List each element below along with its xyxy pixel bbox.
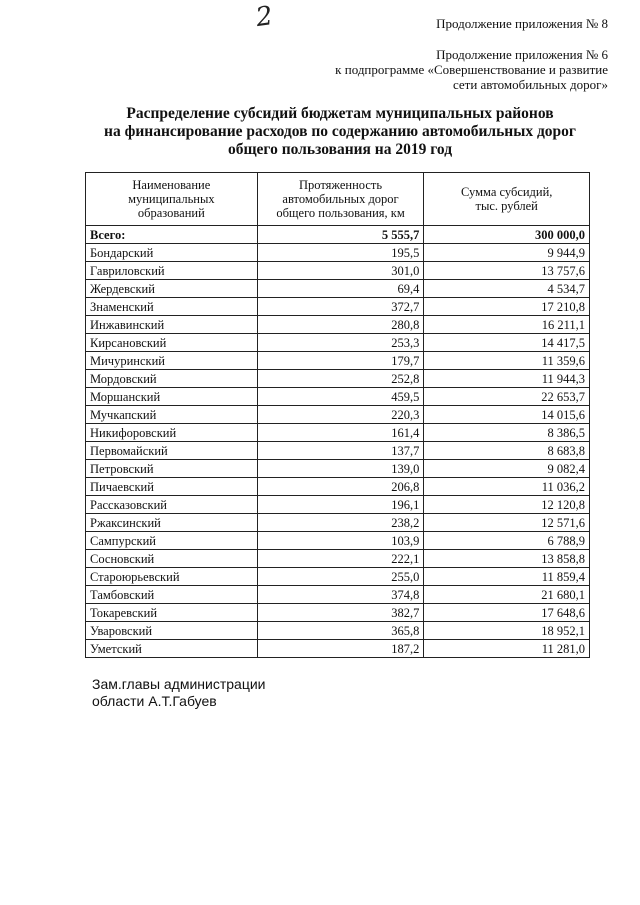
road-length: 280,8 xyxy=(257,316,424,334)
road-length: 253,3 xyxy=(257,334,424,352)
road-length: 459,5 xyxy=(257,388,424,406)
total-label: Всего: xyxy=(86,226,258,244)
road-length: 206,8 xyxy=(257,478,424,496)
appendix-main-note: Продолжение приложения № 8 xyxy=(436,16,608,31)
table-row xyxy=(86,298,590,316)
subsidy-sum: 9 082,4 xyxy=(424,460,590,478)
municipality-name: Инжавинский xyxy=(86,316,258,334)
table-row xyxy=(86,388,590,406)
table-row xyxy=(86,604,590,622)
municipality-name: Токаревский xyxy=(86,604,258,622)
subsidy-sum: 17 210,8 xyxy=(424,298,590,316)
subsidy-sum: 11 944,3 xyxy=(424,370,590,388)
table-row xyxy=(86,460,590,478)
road-length: 238,2 xyxy=(257,514,424,532)
municipality-name: Гавриловский xyxy=(86,262,258,280)
subsidy-sum: 12 571,6 xyxy=(424,514,590,532)
road-length: 372,7 xyxy=(257,298,424,316)
subsidy-sum: 11 359,6 xyxy=(424,352,590,370)
table-row xyxy=(86,442,590,460)
title-line: на финансирование расходов по содержанию автомобильных дорог xyxy=(104,123,576,140)
municipality-name: Пичаевский xyxy=(86,478,258,496)
appendix-sub-line: Продолжение приложения № 6 xyxy=(436,47,608,62)
road-length: 196,1 xyxy=(257,496,424,514)
total-length: 5 555,7 xyxy=(257,226,424,244)
subsidy-sum: 6 788,9 xyxy=(424,532,590,550)
municipality-name: Моршанский xyxy=(86,388,258,406)
subsidy-sum: 22 653,7 xyxy=(424,388,590,406)
subsidy-sum: 11 859,4 xyxy=(424,568,590,586)
header-subsidy-sum: Сумма субсидий, тыс. рублей xyxy=(424,173,590,226)
municipality-name: Ржаксинский xyxy=(86,514,258,532)
municipality-name: Кирсановский xyxy=(86,334,258,352)
road-length: 69,4 xyxy=(257,280,424,298)
municipality-name: Уметский xyxy=(86,640,258,658)
municipality-name: Уваровский xyxy=(86,622,258,640)
road-length: 382,7 xyxy=(257,604,424,622)
road-length: 161,4 xyxy=(257,424,424,442)
municipality-name: Сампурский xyxy=(86,532,258,550)
table-row xyxy=(86,568,590,586)
municipality-name: Тамбовский xyxy=(86,586,258,604)
table-row xyxy=(86,496,590,514)
table-row xyxy=(86,478,590,496)
municipality-name: Мордовский xyxy=(86,370,258,388)
subsidy-sum: 17 648,6 xyxy=(424,604,590,622)
municipality-name: Сосновский xyxy=(86,550,258,568)
subsidy-sum: 9 944,9 xyxy=(424,244,590,262)
document-title xyxy=(80,105,600,159)
table-row xyxy=(86,280,590,298)
table-row xyxy=(86,370,590,388)
road-length: 179,7 xyxy=(257,352,424,370)
municipality-name: Никифоровский xyxy=(86,424,258,442)
municipality-name: Мичуринский xyxy=(86,352,258,370)
title-line: общего пользования на 2019 год xyxy=(227,141,453,158)
subsidy-sum: 13 858,8 xyxy=(424,550,590,568)
table-row xyxy=(86,550,590,568)
table-row xyxy=(86,352,590,370)
subsidy-sum: 12 120,8 xyxy=(424,496,590,514)
municipality-name: Петровский xyxy=(86,460,258,478)
appendix-sub-note xyxy=(335,47,608,92)
road-length: 255,0 xyxy=(257,568,424,586)
subsidy-sum: 14 015,6 xyxy=(424,406,590,424)
table-row xyxy=(86,316,590,334)
municipality-name: Первомайский xyxy=(86,442,258,460)
total-sum: 300 000,0 xyxy=(424,226,590,244)
signature-name: области А.Т.Габуев xyxy=(92,693,217,709)
table-row xyxy=(86,262,590,280)
subsidy-sum: 8 683,8 xyxy=(424,442,590,460)
table-row xyxy=(86,586,590,604)
table-row xyxy=(86,424,590,442)
municipality-name: Бондарский xyxy=(86,244,258,262)
table-row xyxy=(86,334,590,352)
road-length: 137,7 xyxy=(257,442,424,460)
appendix-sub-line: к подпрограмме «Совершенствование и развитие xyxy=(335,62,608,77)
table-row xyxy=(86,532,590,550)
municipality-name: Рассказовский xyxy=(86,496,258,514)
header-municipality: Наименование муниципальных образований xyxy=(86,173,258,226)
subsidy-sum: 11 281,0 xyxy=(424,640,590,658)
road-length: 222,1 xyxy=(257,550,424,568)
subsidy-sum: 13 757,6 xyxy=(424,262,590,280)
subsidy-sum: 14 417,5 xyxy=(424,334,590,352)
road-length: 365,8 xyxy=(257,622,424,640)
road-length: 187,2 xyxy=(257,640,424,658)
municipality-name: Староюрьевский xyxy=(86,568,258,586)
table-row xyxy=(86,514,590,532)
subsidy-sum: 4 534,7 xyxy=(424,280,590,298)
subsidy-sum: 18 952,1 xyxy=(424,622,590,640)
road-length: 301,0 xyxy=(257,262,424,280)
subsidy-table xyxy=(85,172,590,658)
road-length: 195,5 xyxy=(257,244,424,262)
subsidy-sum: 11 036,2 xyxy=(424,478,590,496)
municipality-name: Жердевский xyxy=(86,280,258,298)
road-length: 220,3 xyxy=(257,406,424,424)
page-number: 2 xyxy=(253,0,275,34)
subsidy-sum: 21 680,1 xyxy=(424,586,590,604)
road-length: 139,0 xyxy=(257,460,424,478)
signature-block xyxy=(92,676,266,710)
table-row xyxy=(86,244,590,262)
subsidy-sum: 16 211,1 xyxy=(424,316,590,334)
table-header-row xyxy=(86,173,590,226)
subsidy-sum: 8 386,5 xyxy=(424,424,590,442)
total-row xyxy=(86,226,590,244)
signature-title: Зам.главы администрации xyxy=(92,676,266,692)
table-row xyxy=(86,640,590,658)
header-road-length: Протяженность автомобильных дорог общего пользования, км xyxy=(257,173,424,226)
table-row xyxy=(86,622,590,640)
municipality-name: Знаменский xyxy=(86,298,258,316)
appendix-sub-line: сети автомобильных дорог» xyxy=(452,77,608,92)
table-row xyxy=(86,406,590,424)
title-line: Распределение субсидий бюджетам муниципальных районов xyxy=(126,105,554,122)
municipality-name: Мучкапский xyxy=(86,406,258,424)
road-length: 103,9 xyxy=(257,532,424,550)
road-length: 252,8 xyxy=(257,370,424,388)
road-length: 374,8 xyxy=(257,586,424,604)
